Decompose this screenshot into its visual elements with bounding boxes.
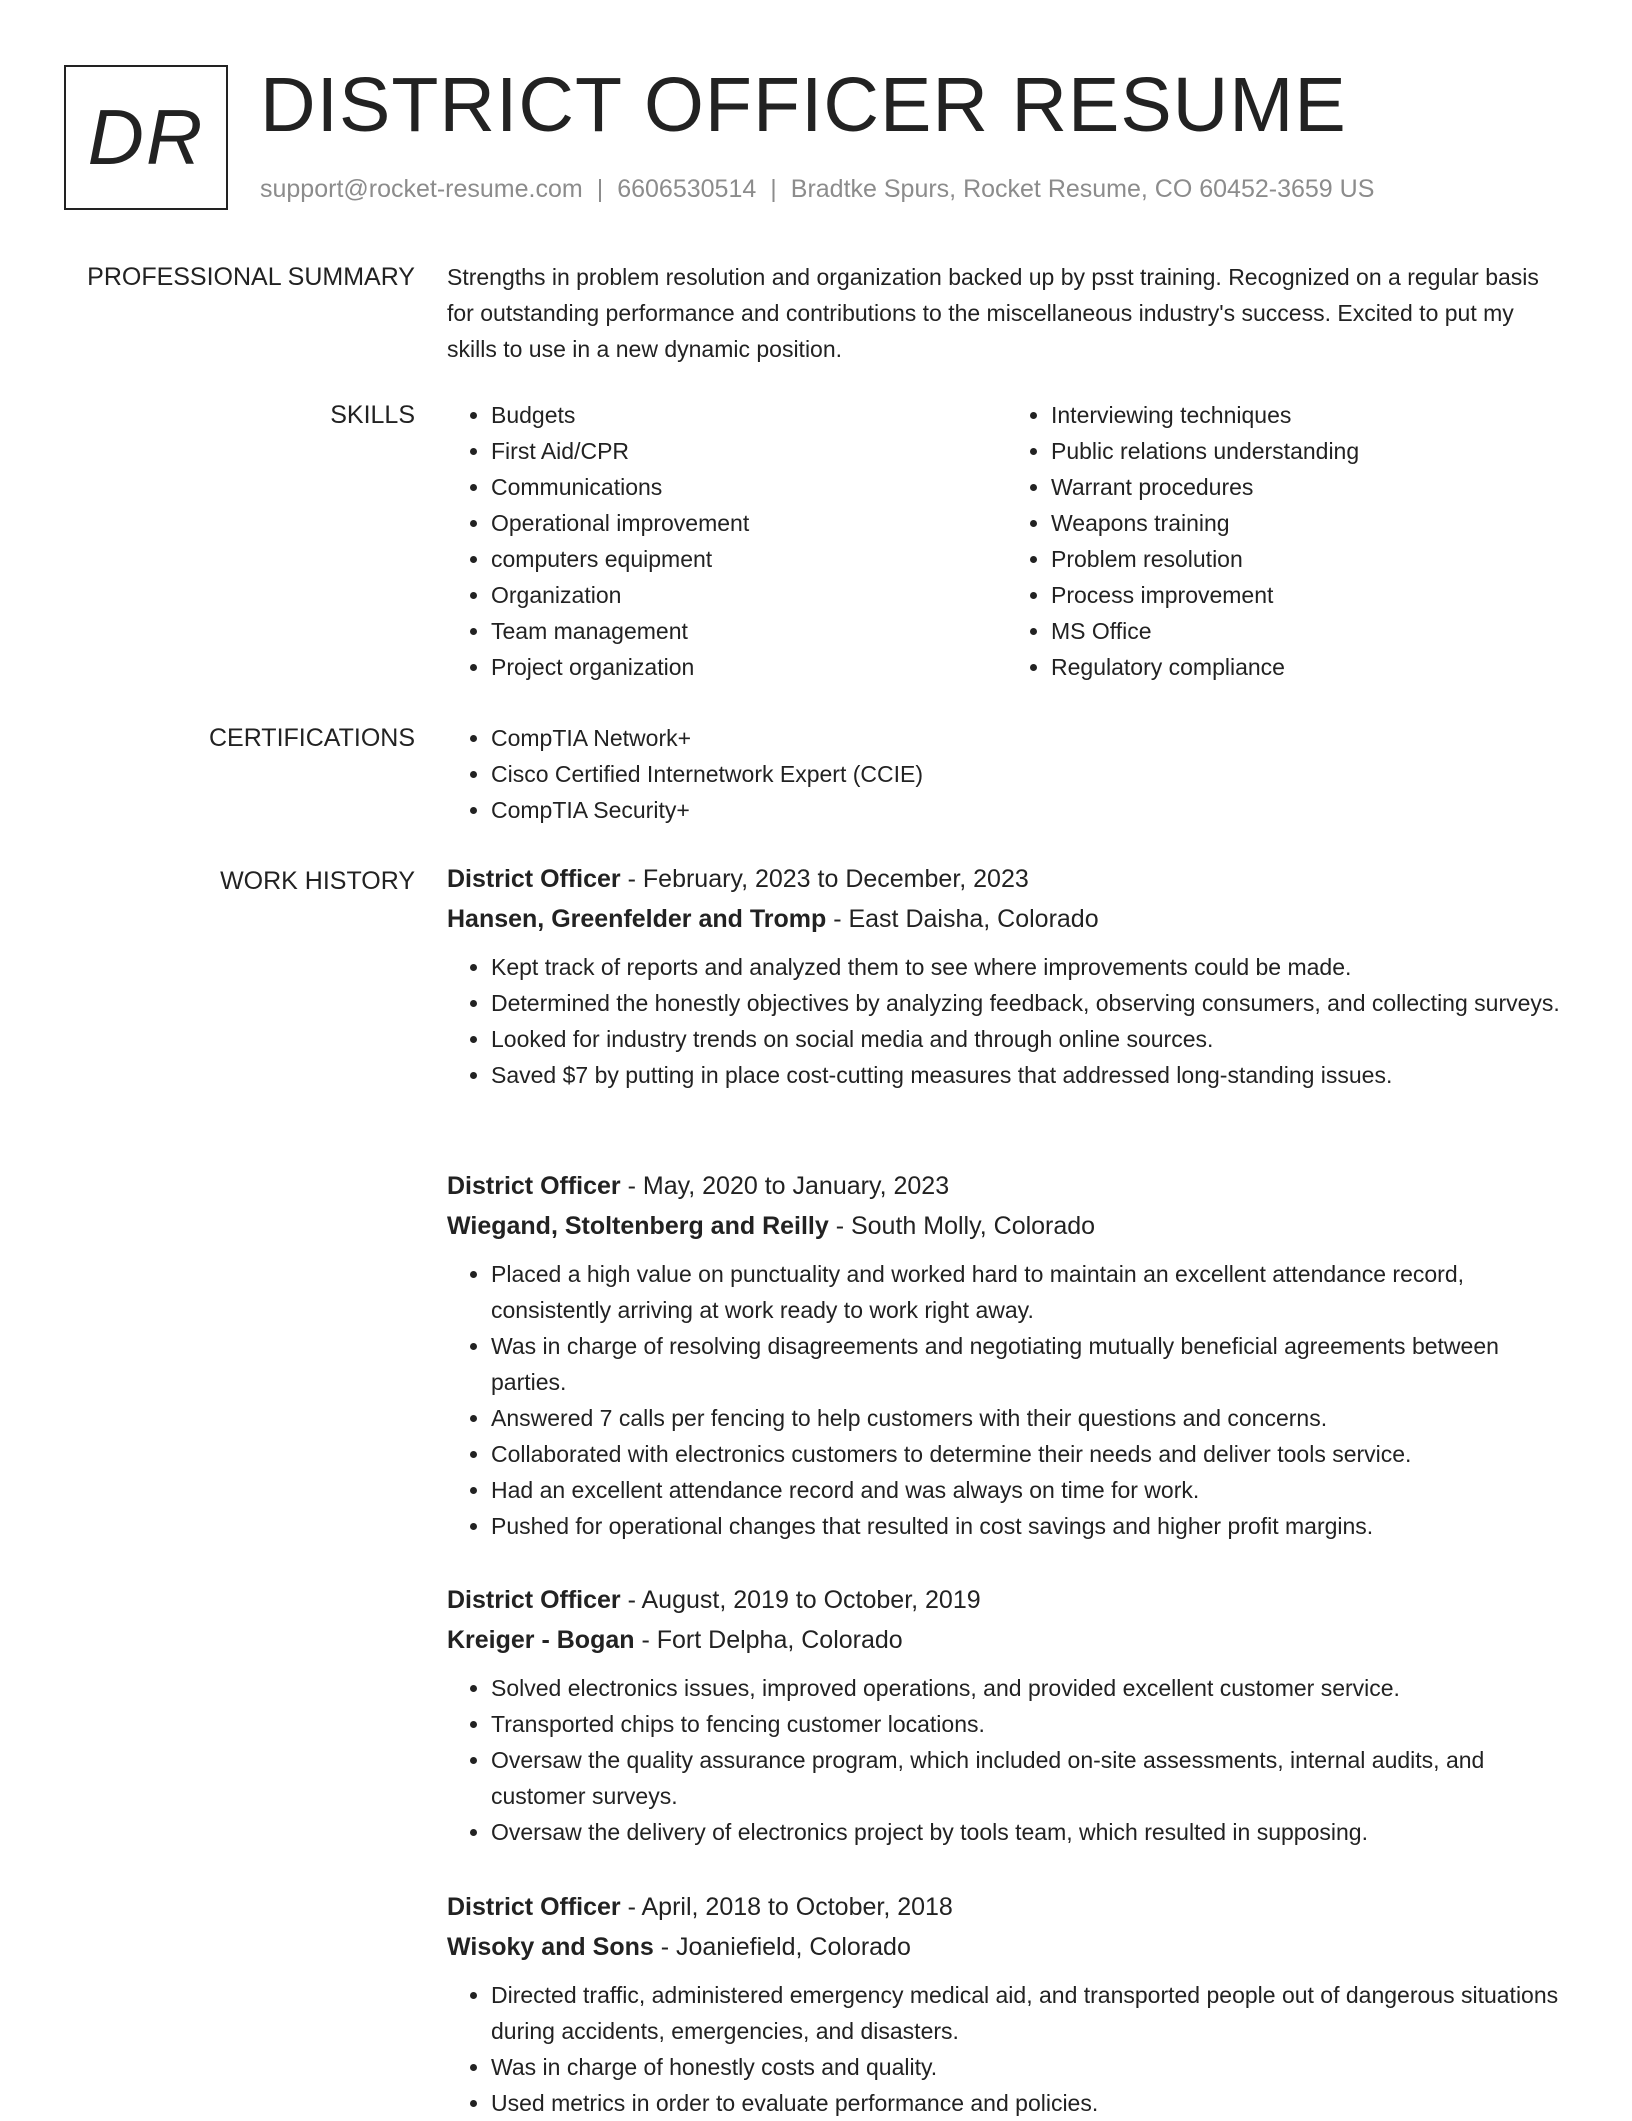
contact-address: Bradtke Spurs, Rocket Resume, CO 60452-3659 US [790,175,1375,203]
certifications-label: CERTIFICATIONS [208,724,415,752]
skill-item: • Regulatory compliance [1051,649,1567,685]
job-title-line [447,1580,1567,1620]
job-bullet: • Placed a high value on punctuality and worked hard to maintain an excellent attendance record, consistently arriving at work ready to work right away. [491,1256,1567,1328]
job-title: District Officer [447,1172,621,1200]
job-location: - South Molly, Colorado [828,1212,1096,1240]
job-company: Hansen, Greenfelder and Tromp [447,905,827,933]
job-title-line [447,1166,1567,1206]
job-company-line [447,1620,1567,1660]
contact-email: support@rocket-resume.com [260,175,583,203]
certifications-list [447,720,1567,828]
job-bullets [447,1256,1567,1544]
certification-item: • CompTIA Security+ [491,792,1567,828]
job-title: District Officer [447,1586,621,1614]
summary-text: Strengths in problem resolution and organization backed up by psst training. Recognized on a regular basis for outstanding performance and contributions to the miscellaneous industry's success. Excited to put my skills to use in a new dynamic position. [447,264,1539,362]
job-entry [447,859,1567,1093]
job-company-line [447,899,1567,939]
skill-item: • computers equipment [491,541,1007,577]
skill-item: • Interviewing techniques [1051,397,1567,433]
skill-item: • Communications [491,469,1007,505]
job-bullet: • Was in charge of honestly costs and quality. [491,2049,1567,2085]
skill-item: • Process improvement [1051,577,1567,613]
job-dates: - April, 2018 to October, 2018 [620,1893,953,1921]
job-bullet: • Looked for industry trends on social media and through online sources. [491,1021,1567,1057]
summary-label: PROFESSIONAL SUMMARY [87,263,415,291]
skill-item: • MS Office [1051,613,1567,649]
job-location: - Joaniefield, Colorado [653,1933,911,1961]
certifications-body [447,720,1567,828]
resume-title: DISTRICT OFFICER RESUME [260,62,1347,148]
job-entry [447,1887,1567,2121]
skill-item: • First Aid/CPR [491,433,1007,469]
skill-item: • Project organization [491,649,1007,685]
monogram-badge: DR [64,65,228,210]
job-dates: - May, 2020 to January, 2023 [620,1172,950,1200]
job-company: Wiegand, Stoltenberg and Reilly [447,1212,829,1240]
skill-item: • Public relations understanding [1051,433,1567,469]
contact-separator: | [770,175,777,203]
job-bullet: • Pushed for operational changes that resulted in cost savings and higher profit margins. [491,1508,1567,1544]
job-bullet: • Directed traffic, administered emergency medical aid, and transported people out of dangerous situations during accidents, emergencies, and disasters. [491,1977,1567,2049]
skill-item: • Operational improvement [491,505,1007,541]
job-bullet: • Determined the honestly objectives by analyzing feedback, observing consumers, and collecting surveys. [491,985,1567,1021]
job-bullet: • Saved $7 by putting in place cost-cutting measures that addressed long-standing issues. [491,1057,1567,1093]
skill-item: • Weapons training [1051,505,1567,541]
job-company-line [447,1206,1567,1246]
certification-item: • Cisco Certified Internetwork Expert (CCIE) [491,756,1567,792]
contact-phone: 6606530514 [617,175,757,203]
job-location: - East Daisha, Colorado [826,905,1099,933]
job-title-line [447,859,1567,899]
job-bullet: • Had an excellent attendance record and was always on time for work. [491,1472,1567,1508]
skill-item: • Warrant procedures [1051,469,1567,505]
job-bullet: • Was in charge of resolving disagreements and negotiating mutually beneficial agreements between parties. [491,1328,1567,1400]
job-bullet: • Solved electronics issues, improved operations, and provided excellent customer service. [491,1670,1567,1706]
certification-item: • CompTIA Network+ [491,720,1567,756]
job-title: District Officer [447,1893,621,1921]
job-bullet: • Answered 7 calls per fencing to help customers with their questions and concerns. [491,1400,1567,1436]
job-title: District Officer [447,865,621,893]
job-bullet: • Transported chips to fencing customer locations. [491,1706,1567,1742]
job-bullet: • Kept track of reports and analyzed them to see where improvements could be made. [491,949,1567,985]
job-location: - Fort Delpha, Colorado [634,1626,903,1654]
contact-line [260,175,1374,204]
skills-list-left [447,397,1007,685]
job-bullet: • Oversaw the quality assurance program, which included on-site assessments, internal audits, and customer surveys. [491,1742,1567,1814]
job-bullets [447,1977,1567,2121]
skills-list-right [1007,397,1567,685]
job-bullet: • Collaborated with electronics customers to determine their needs and deliver tools service. [491,1436,1567,1472]
job-entry [447,1580,1567,1850]
skill-item: • Team management [491,613,1007,649]
job-bullets [447,1670,1567,1850]
job-company: Wisoky and Sons [447,1933,654,1961]
job-company-line [447,1927,1567,1967]
skills-label: SKILLS [330,401,415,429]
contact-separator: | [596,175,604,203]
job-company: Kreiger - Bogan [447,1626,635,1654]
job-title-line [447,1887,1567,1927]
resume-header [64,62,1632,210]
job-dates: - August, 2019 to October, 2019 [620,1586,981,1614]
job-bullet: • Oversaw the delivery of electronics project by tools team, which resulted in supposing. [491,1814,1567,1850]
job-bullet: • Used metrics in order to evaluate performance and policies. [491,2085,1567,2121]
skill-item: • Budgets [491,397,1007,433]
skills-columns [447,397,1567,685]
job-entry [447,1166,1567,1544]
skill-item: • Organization [491,577,1007,613]
work-history-label: WORK HISTORY [220,867,415,895]
job-dates: - February, 2023 to December, 2023 [620,865,1029,893]
skill-item: • Problem resolution [1051,541,1567,577]
job-bullets [447,949,1567,1093]
skills-body [447,397,1567,685]
